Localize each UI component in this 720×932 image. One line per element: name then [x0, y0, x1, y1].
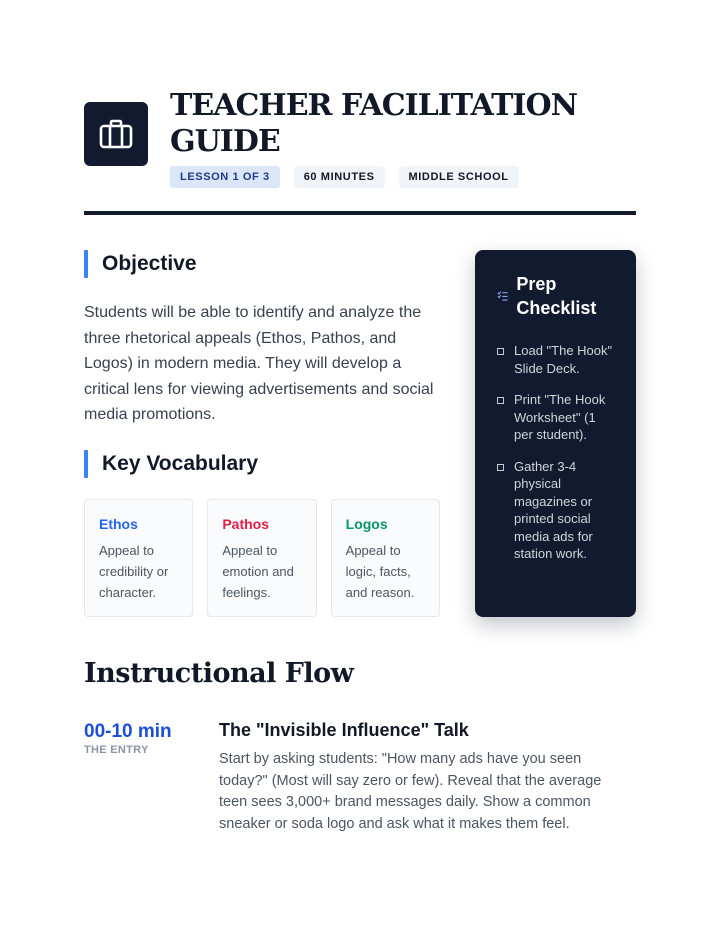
checklist-item	[497, 342, 618, 377]
checkbox[interactable]	[497, 397, 504, 404]
prep-checklist-heading	[497, 272, 618, 320]
title-block	[170, 88, 630, 188]
flow-step-body	[219, 720, 629, 835]
checklist-icon	[497, 289, 508, 303]
lesson-badge: LESSON 1 OF 3	[170, 166, 280, 188]
objective-text: Students will be able to identify and analyze the three rhetorical appeals (Ethos, Pathos, and Logos) in modern media. They will develop a critical lens for viewing advertisements and social media promotions.	[84, 304, 434, 423]
vocab-card-logos	[331, 499, 440, 617]
vocab-definition: Appeal to emotion and feelings.	[222, 543, 294, 600]
vocabulary-heading-text: Key Vocabulary	[102, 452, 259, 475]
vocab-term: Ethos	[99, 516, 138, 532]
vocab-definition: Appeal to logic, facts, and reason.	[345, 543, 415, 600]
checklist-item-text: Gather 3-4 physical magazines or printed social media ads for station work.	[514, 458, 593, 561]
step-phase-label: THE ENTRY	[84, 744, 149, 756]
duration-badge: 60 MINUTES	[294, 166, 385, 188]
vocabulary-cards	[84, 499, 440, 617]
badge-row	[170, 166, 630, 188]
accent-bar	[84, 250, 88, 278]
accent-bar	[84, 450, 88, 478]
objective-heading-text: Objective	[102, 252, 197, 275]
logo-tile	[84, 102, 148, 166]
checklist-item-text: Print "The Hook Worksheet" (1 per student).	[514, 392, 606, 442]
flow-step-time	[84, 721, 172, 756]
checklist-item-text: Load "The Hook" Slide Deck.	[514, 343, 613, 376]
vocab-term: Pathos	[222, 516, 270, 532]
prep-checklist-card	[475, 250, 636, 617]
step-time-range: 00-10 min	[84, 721, 172, 742]
vocab-card-ethos	[84, 499, 193, 617]
prep-checklist-title: Prep Checklist	[516, 274, 597, 318]
step-description: Start by asking students: "How many ads have you seen today?" (Most will say zero or few). Reveal that the average teen sees 3,000+ brand messages daily. Show a common sneaker or soda logo and ask what it makes them feel.	[219, 751, 602, 832]
checklist-item	[497, 458, 618, 563]
level-badge: MIDDLE SCHOOL	[399, 166, 519, 188]
header-divider	[84, 211, 636, 215]
checklist-item	[497, 391, 618, 444]
flow-heading: Instructional Flow	[84, 658, 354, 689]
vocabulary-heading	[84, 450, 258, 478]
briefcase-icon	[99, 119, 133, 149]
page-title: TEACHER FACILITATION GUIDE	[170, 88, 578, 159]
checkbox[interactable]	[497, 348, 504, 355]
vocab-card-pathos	[207, 499, 316, 617]
vocab-definition: Appeal to credibility or character.	[99, 543, 169, 600]
vocab-term: Logos	[345, 516, 388, 532]
objective-heading	[84, 250, 197, 278]
checkbox[interactable]	[497, 464, 504, 471]
step-title: The "Invisible Influence" Talk	[219, 720, 469, 740]
